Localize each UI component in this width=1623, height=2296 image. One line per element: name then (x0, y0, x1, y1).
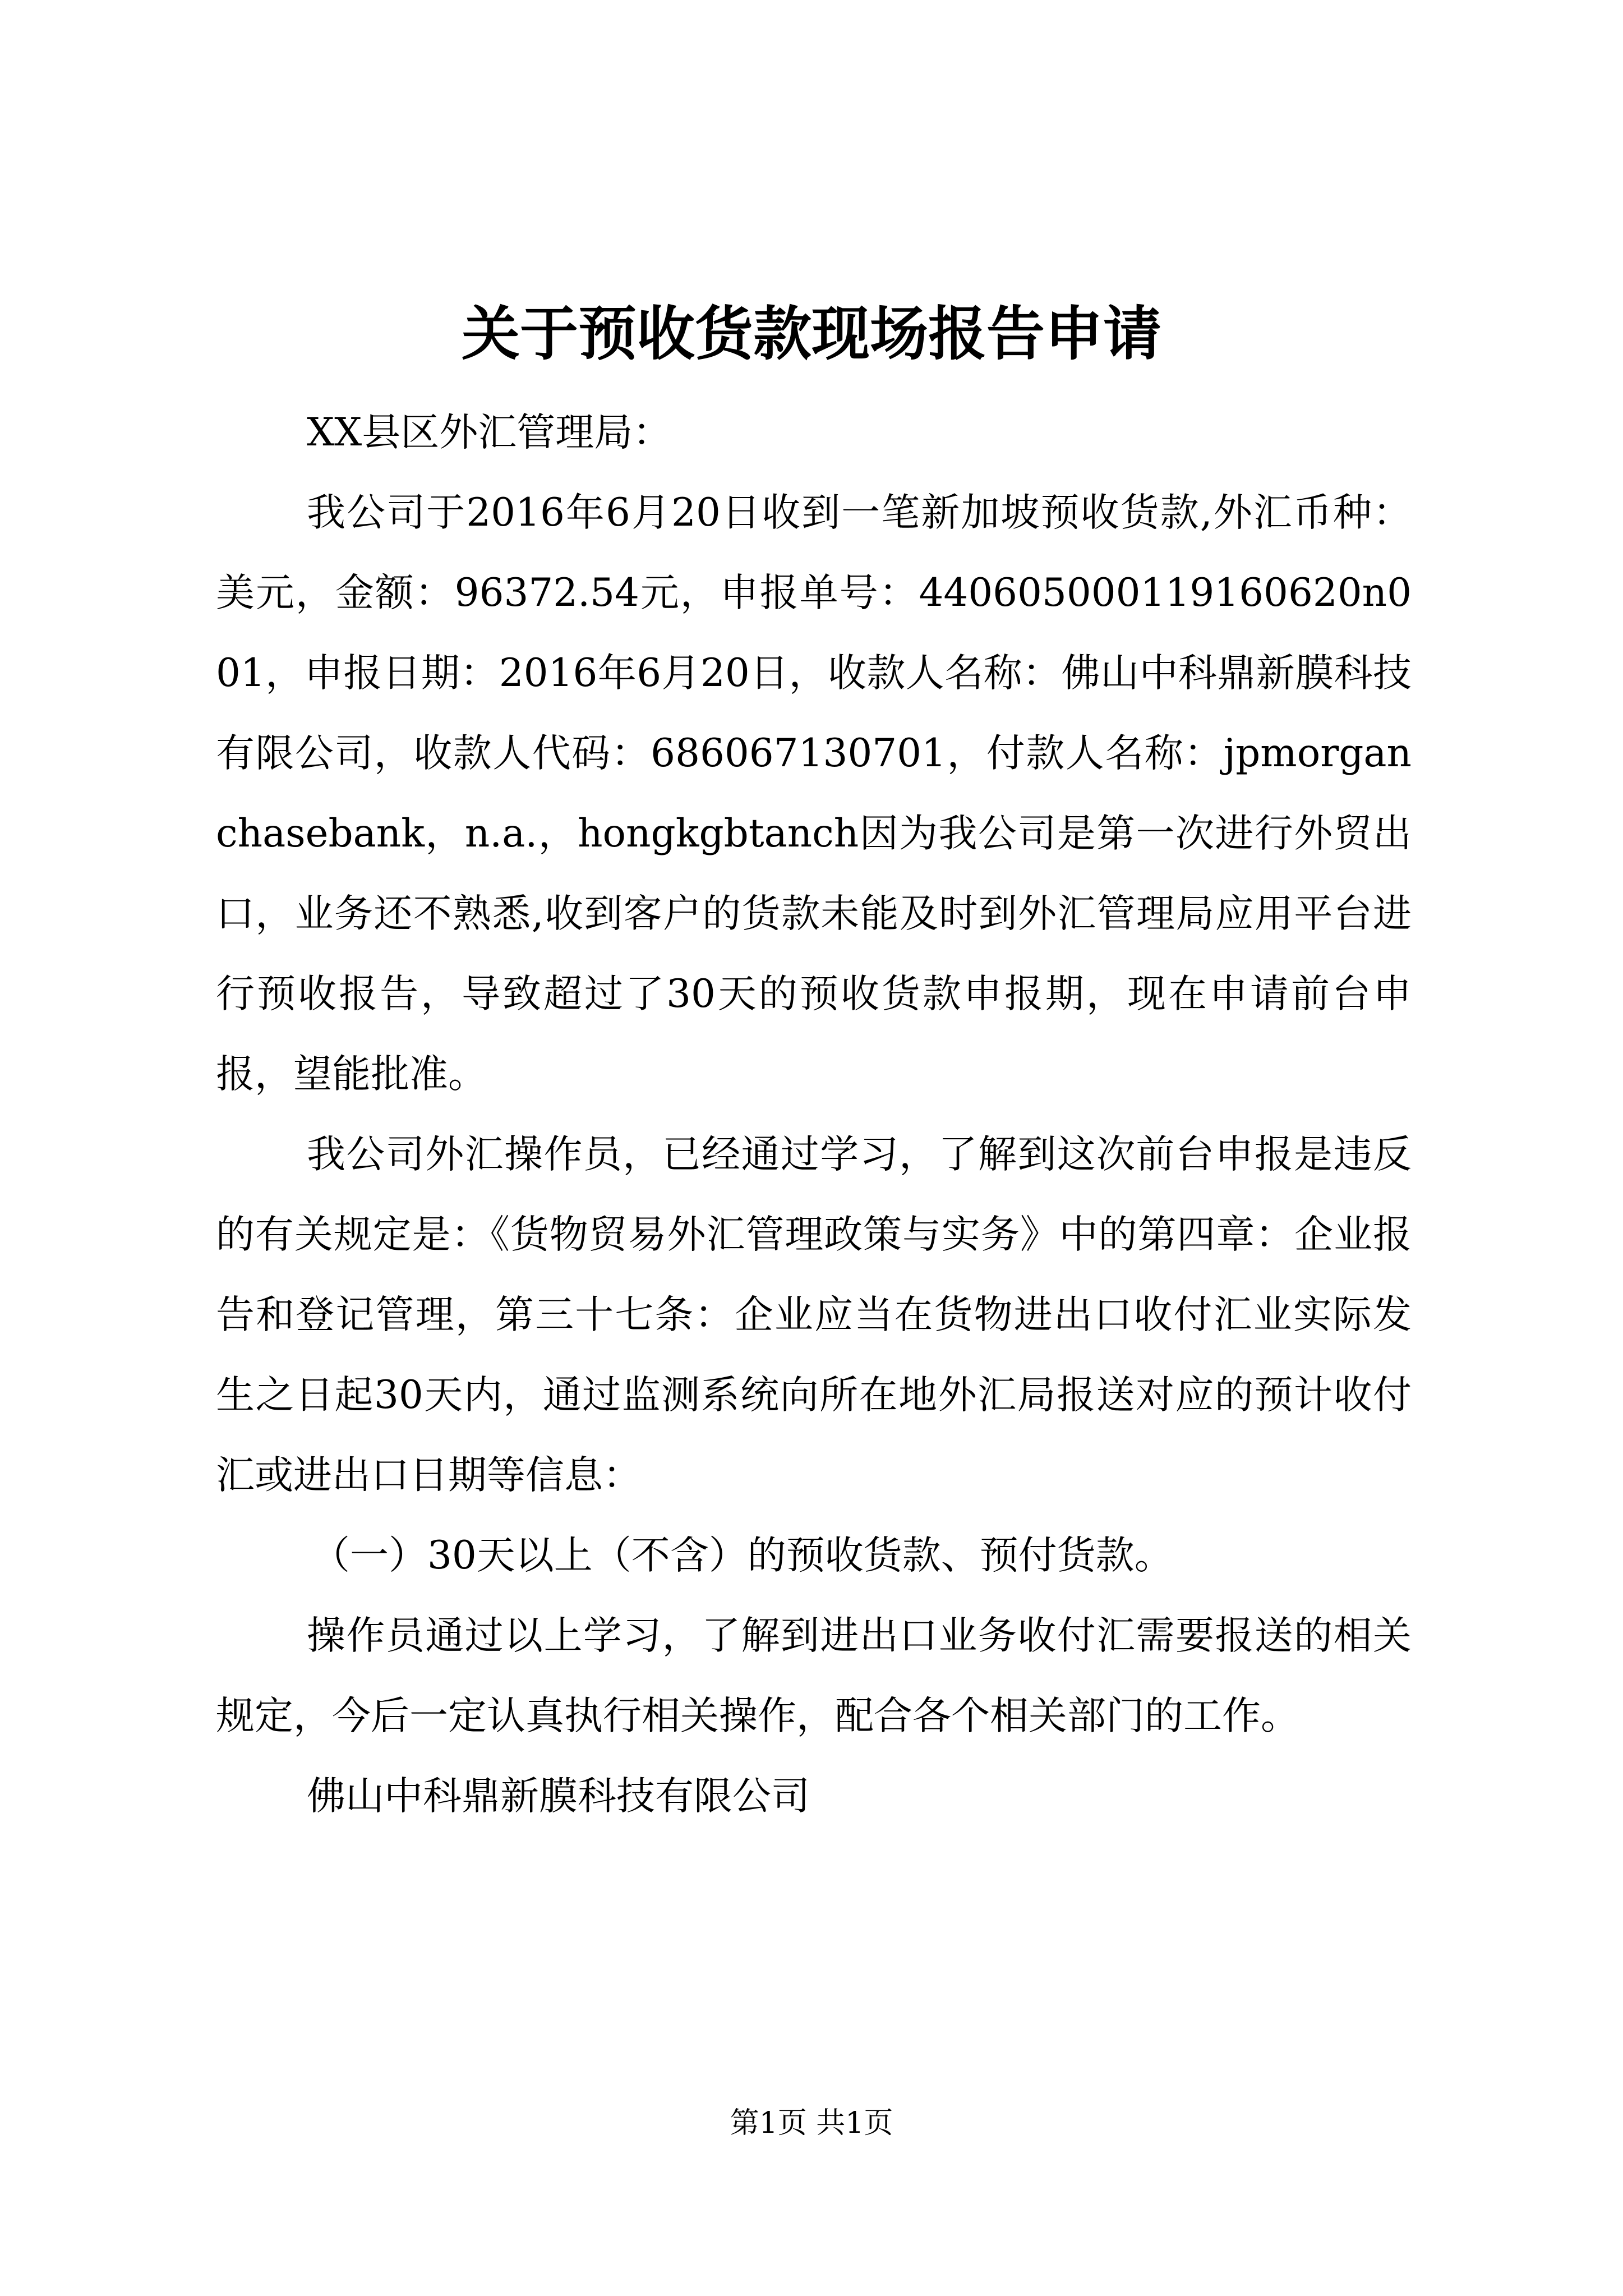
document-body (216, 393, 1412, 1837)
body-paragraph-2: 我公司外汇操作员，已经通过学习，了解到这次前台申报是违反的有关规定是：《货物贸易外汇管理政策与实务》中的第四章：企业报告和登记管理，第三十七条：企业应当在货物进出口收付汇业实际发生之日起30天内，通过监测系统向所在地外汇局报送对应的预计收付汇或进出口日期等信息： (216, 1132, 1412, 1498)
document-title: 关于预收货款现场报告申请 (461, 299, 1161, 368)
page-footer: 第1页 共1页 (730, 2106, 893, 2140)
body-paragraph-3: 操作员通过以上学习，了解到进出口业务收付汇需要报送的相关规定，今后一定认真执行相关操作，配合各个相关部门的工作。 (216, 1613, 1412, 1738)
company-signature: 佛山中科鼎新膜科技有限公司 (307, 1774, 810, 1819)
salutation: XX县区外汇管理局： (307, 410, 672, 455)
list-item: （一）30天以上（不含）的预收货款、预付货款。 (311, 1533, 1173, 1578)
body-paragraph-1: 我公司于2016年6月20日收到一笔新加坡预收货款,外汇币种：美元，金额：96372.54元，申报单号：440605000119160620n001，申报日期：2016年6月20日，收款人名称：佛山中科鼎新膜科技有限公司，收款人代码：686067130701，付款人名称：jpmorganchasebank，n.a.，hongkgbtanch因为我公司是第一次进行外贸出口，业务还不熟悉,收到客户的货款未能及时到外汇管理局应用平台进行预收报告，导致超过了30天的预收货款申报期，现在申请前台申报，望能批准。 (216, 490, 1412, 1097)
